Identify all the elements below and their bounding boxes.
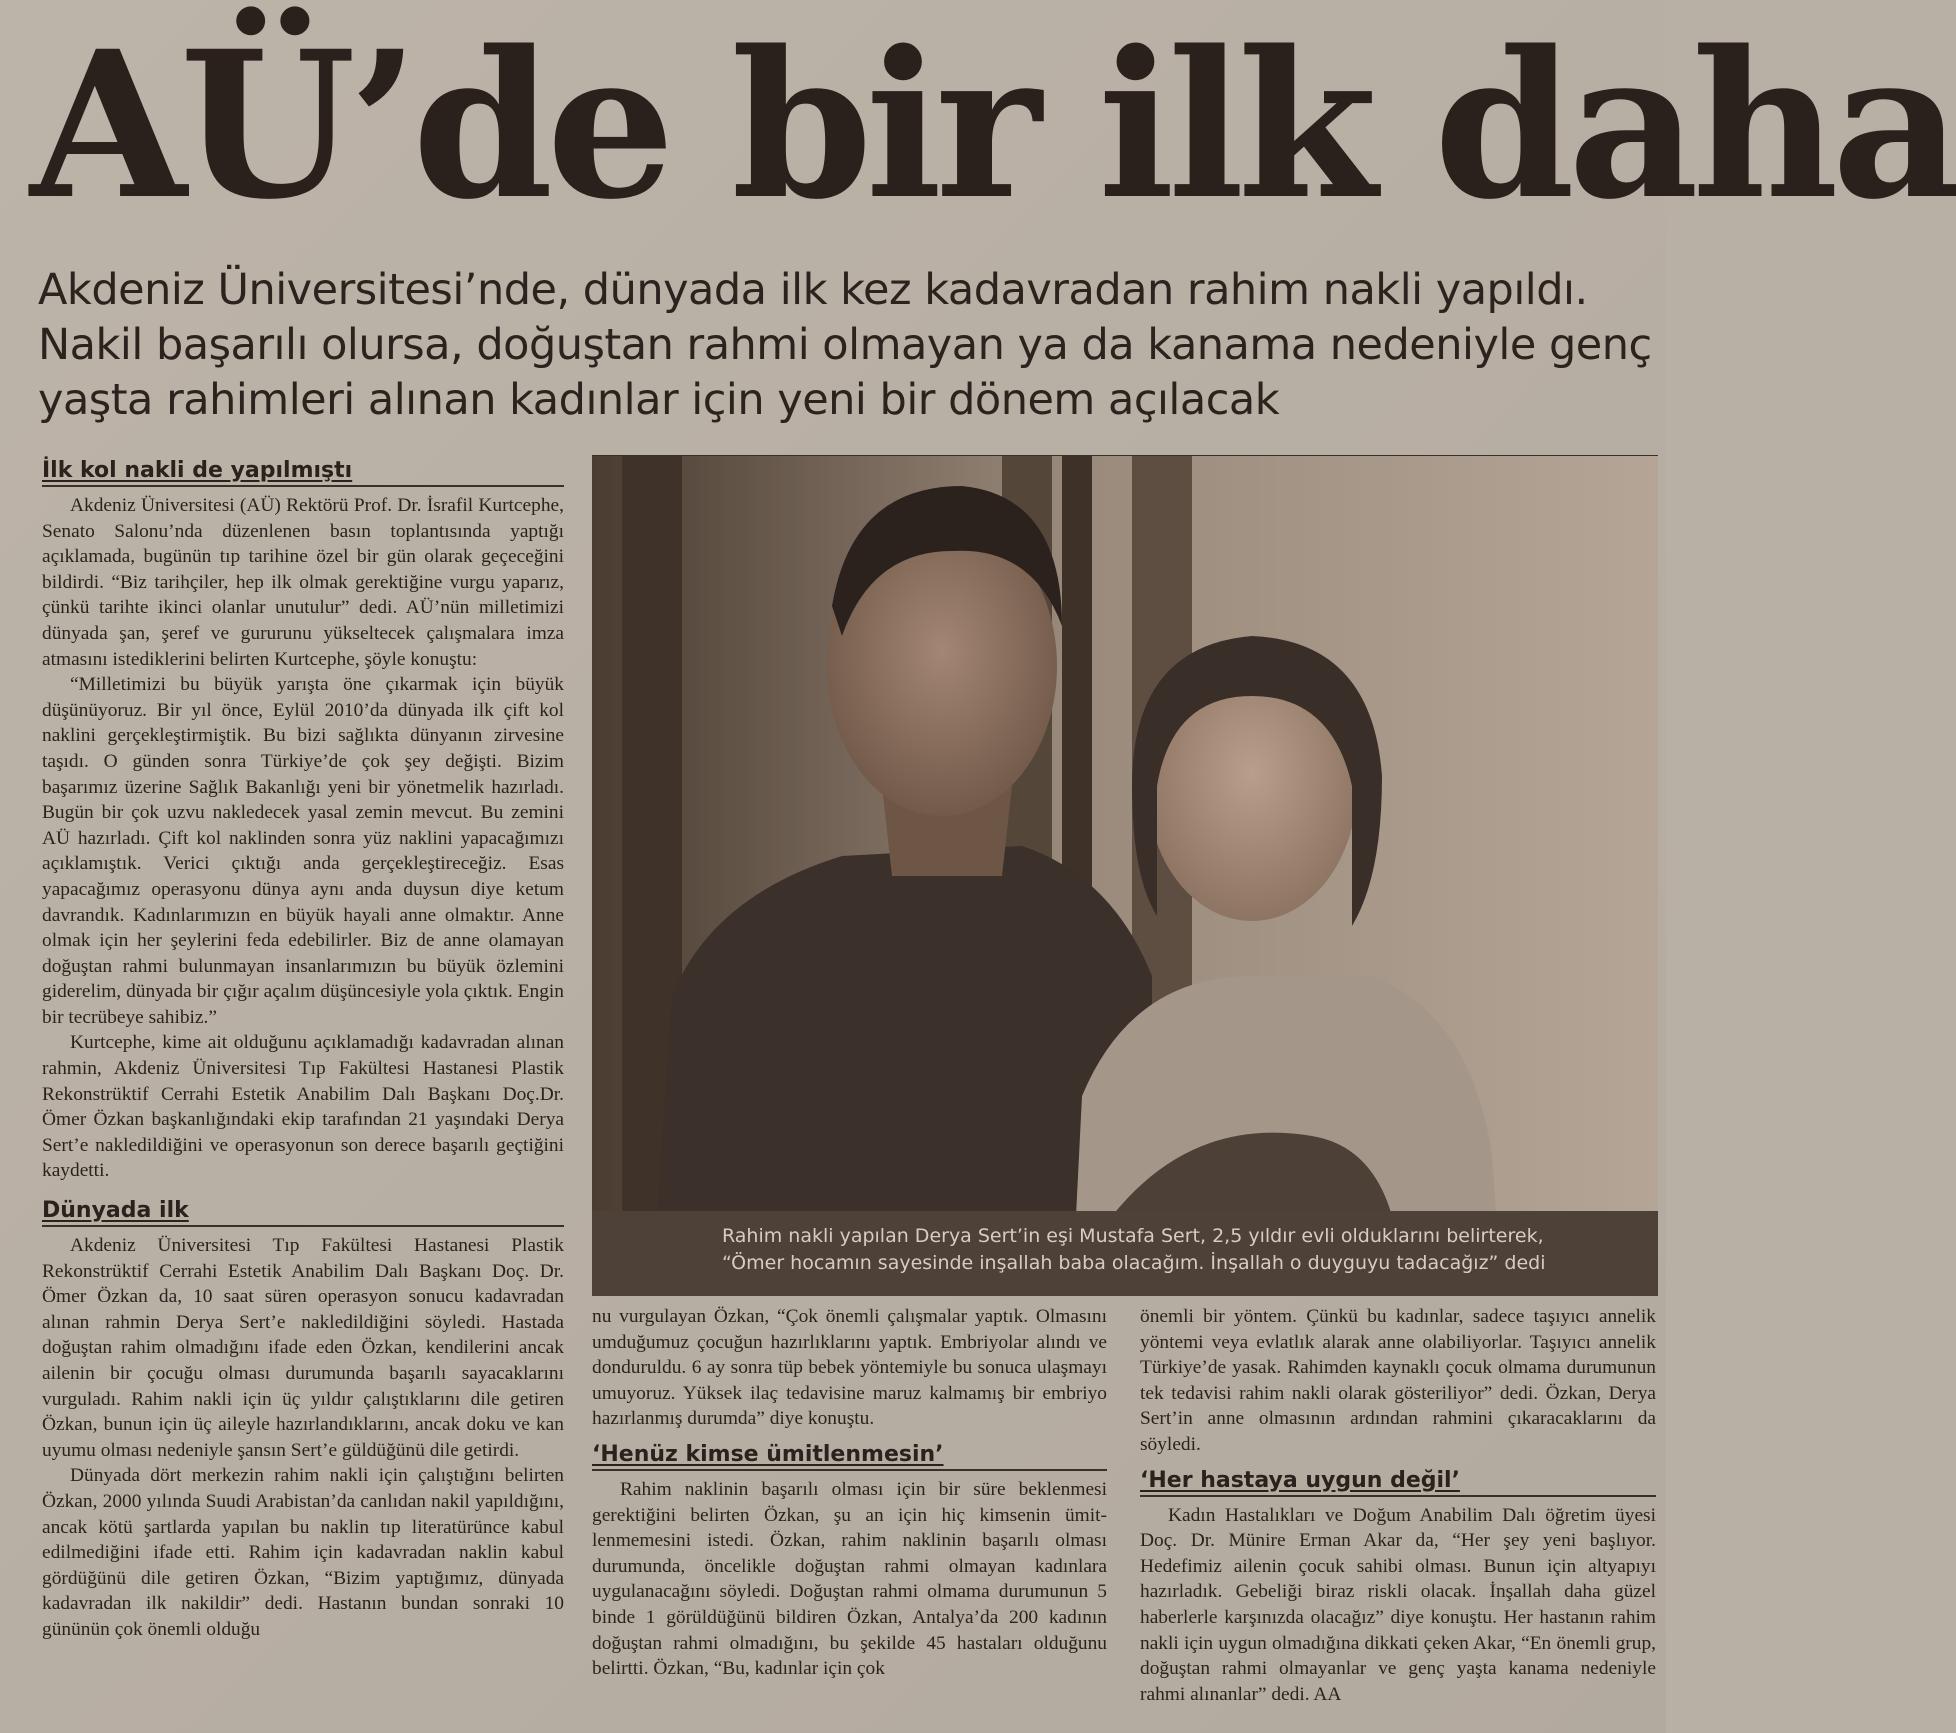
paragraph: “Milletimizi bu büyük yarışta öne çıkarmak için büyük düşünüyoruz. Bir yıl önce, Eylül 2010’da dünyada ilk çift kol naklini gerçekleştirmiştik. Bu bizi sağlıkta dünyanın zirvesine taşıdı. O günden sonra Türkiye’de çok şey değişti. Bizim başarımız üzerine Sağlık Bakanlığı yeni bir yönetmelik hazırladı. Bugün bir çok uzvu nakledecek yasal zemin mevcut. Bu zemini AÜ hazırladı. Çift kol naklinden sonra yüz naklini yapacağımızı açıklamıştık. Verici çıktığı anda gerçekleştireceğiz. Esas yapacağımız operasyonu dünya aynı anda duysun diye ketum davrandık. Kadınlarımızın en büyük hayali anne olmaktır. Anne olmak için her şeylerini feda edebilirler. Biz de anne olamayan doğuştan rahmi bulunmayan insanlarımızın bu büyük özlemini giderelim, dünyada bir çığır açalım düşüncesiyle yola çıktık. Engin bir tecrübeye sahibiz.” [42,674,564,1028]
photo-couple [592,455,1658,1296]
deck-subtitle: Akdeniz Üniversitesi’nde, dünyada ilk kez kadavradan rahim nakli yapıldı. Nakil başarılı olursa, doğuştan rahmi olmayan ya da kanama nedeniyle genç yaşta rahimleri alınan kadınlar için yeni bir dönem açılacak [38,265,1652,425]
subhead-her-hastaya-text: ‘Her hastaya uygun değil’ [1140,1467,1460,1493]
subhead-her-hastaya [1140,1468,1656,1497]
paragraph: Rahim naklinin başarılı olması için bir süre beklenmesi gerektiğini belirten Özkan, şu an için hiç kimsenin ümitlenmemesini istedi. Özkan, rahim naklinin başarılı olması durumunda, öncelikle doğuştan rahmi olmayan kadınlara uygulanacağını söyledi. Doğuştan rahmi olmama durumunun 5 binde 1 görüldüğünü bildiren Özkan, Antalya’da 200 kadının doğuştan rahmi olmadığını, bu şekilde 45 hastaları olduğunu belirtti. Özkan, “Bu, kadınlar için çok [592,1478,1107,1680]
paragraph: Dünyada dört merkezin rahim nakli için çalıştığını belirten Özkan, 2000 yılında Suudi Arabistan’da canlıdan nakil yapıldığını, ancak kötü şartlarda yapılan bu naklin tıp literatürünce kabul edilmediğini ifade etti. Rahim için kadavradan naklin kabul gördüğünü dile getiren Özkan, “Bizim yaptığımız, dünyada kadavradan ilk nakildir” dedi. Hastanın bundan sonraki 10 gününün çok önemli olduğu [42,1465,564,1640]
caption-line-2: “Ömer hocamın sayesinde inşallah baba olacağım. İnşallah o duyguyu tadacağız” dedi [722,1252,1546,1274]
headline: AÜ’de bir ilk daha [30,6,1956,244]
subhead-henuz-kimse-text: ‘Henüz kimse ümitlenmesin’ [592,1441,944,1467]
subhead-ilk-kol [42,458,564,487]
paragraph: önemli bir yöntem. Çünkü bu kadınlar, sadece taşıyıcı annelik yöntemi veya evlatlık alarak anne olabiliyorlar. Taşıyıcı annelik Türkiye’de yasak. Rahimden kaynaklı çocuk olmama durumunun tek tedavisi rahim nakli olarak gösteriliyor” dedi. Özkan, Derya Sert’in anne olmasının ardından rahmini çıkaracaklarını da söyledi. [1140,1306,1656,1455]
paragraph: Kurtcephe, kime ait olduğunu açıklamadığı kadavradan alınan rahmin, Akdeniz Üniversitesi Tıp Fakültesi Hastanesi Plastik Rekonstrüktif Cerrahi Estetik Anabilim Dalı Başkanı Doç.Dr. Ömer Özkan başkanlığındaki ekip tarafından 21 yaşındaki Derya Sert’e nakledildiğini ve operasyonun son derece başarılı geçtiğini kaydetti. [42,1032,564,1182]
caption-line-1: Rahim nakli yapılan Derya Sert’in eşi Mustafa Sert, 2,5 yıldır evli olduklarını belirterek, [722,1225,1544,1247]
paragraph: Akdeniz Üniversitesi Tıp Fakültesi Hastanesi Plastik Rekonstrüktif Cerrahi Estetik Anabilim Dalı Başkanı Doç. Dr. Ömer Özkan da, 10 saat süren operasyon sonucu kadavradan alınan rahmin Derya Sert’e nakledildiğini söyledi. Hastada doğuştan rahim olmadığını ifade eden Özkan, kendilerini ancak ailenin bir çocuğu olması durumunda başarılı sayacaklarını vurguladı. Rahim nakli için üç yıldır çalıştıklarını dile getiren Özkan, bunun için üç aileyle hazırlandıklarını, ancak doku ve kan uyumu olması nedeniyle şansın Sert’e güldüğünü dile getirdi. [42,1235,564,1461]
paragraph: Kadın Hastalıkları ve Doğum Anabilim Dalı öğretim üyesi Doç. Dr. Münire Erman Akar da, “Her şey yeni başlıyor. Hedefimiz ailenin çocuk sahibi olması. Bunun için altyapıyı hazırladık. Gebeliği biraz riskli olacak. İnşallah daha güzel haberlerle karşınızda olacağız” diye konuştu. Her hastanın rahim nakli için uygun olmadığına dikkati çeken Akar, “En önemli grup, doğuştan rahmi olmayanlar ve genç yaşta kanama nedeniyle rahmi alınanlar” dedi. AA [1140,1504,1656,1705]
column-2 [592,1304,1107,1682]
subhead-dunyada-ilk-text: Dünyada ilk [42,1198,189,1224]
column-1 [42,458,564,1643]
column-3 [1140,1304,1656,1707]
subhead-ilk-kol-text: İlk kol nakli de yapılmıştı [42,458,353,483]
photo-image [592,456,1658,1296]
paragraph: nu vurgulayan Özkan, “Çok önemli çalışmalar yaptık. Olmasını umduğumuz çocuğun hazırlıklarını yaptık. Embriyolar alındı ve donduruldu. 6 ay sonra tüp bebek yöntemiyle bu sonuca ulaşmayı umuyoruz. Yüksek ilaç tedavisine maruz kalmamış bir embriyo hazırlanmış durumda” diye konuştu. [592,1306,1107,1430]
photo-caption [722,1223,1642,1277]
photo-caption-bar [592,1211,1658,1296]
subhead-dunyada-ilk [42,1198,564,1227]
subhead-henuz-kimse [592,1442,1107,1471]
paragraph: Akdeniz Üniversitesi (AÜ) Rektörü Prof. Dr. İsrafil Kurtcephe, Senato Salonu’nda düzenlenen basın toplantısında yaptığı açıklamada, bugünün tıp tarihine özel bir gün olarak geçeceğini bildirdi. “Biz tarihçiler, hep ilk olmak gerektiğine vurgu yaparız, çünkü tarihte ikinci olanlar unutulur” dedi. AÜ’nün milletimizi dünyada şan, şeref ve gururunu yükseltecek çalışmalara imza atmasını istediklerini belirten Kurtcephe, şöyle konuştu: [42,495,564,670]
